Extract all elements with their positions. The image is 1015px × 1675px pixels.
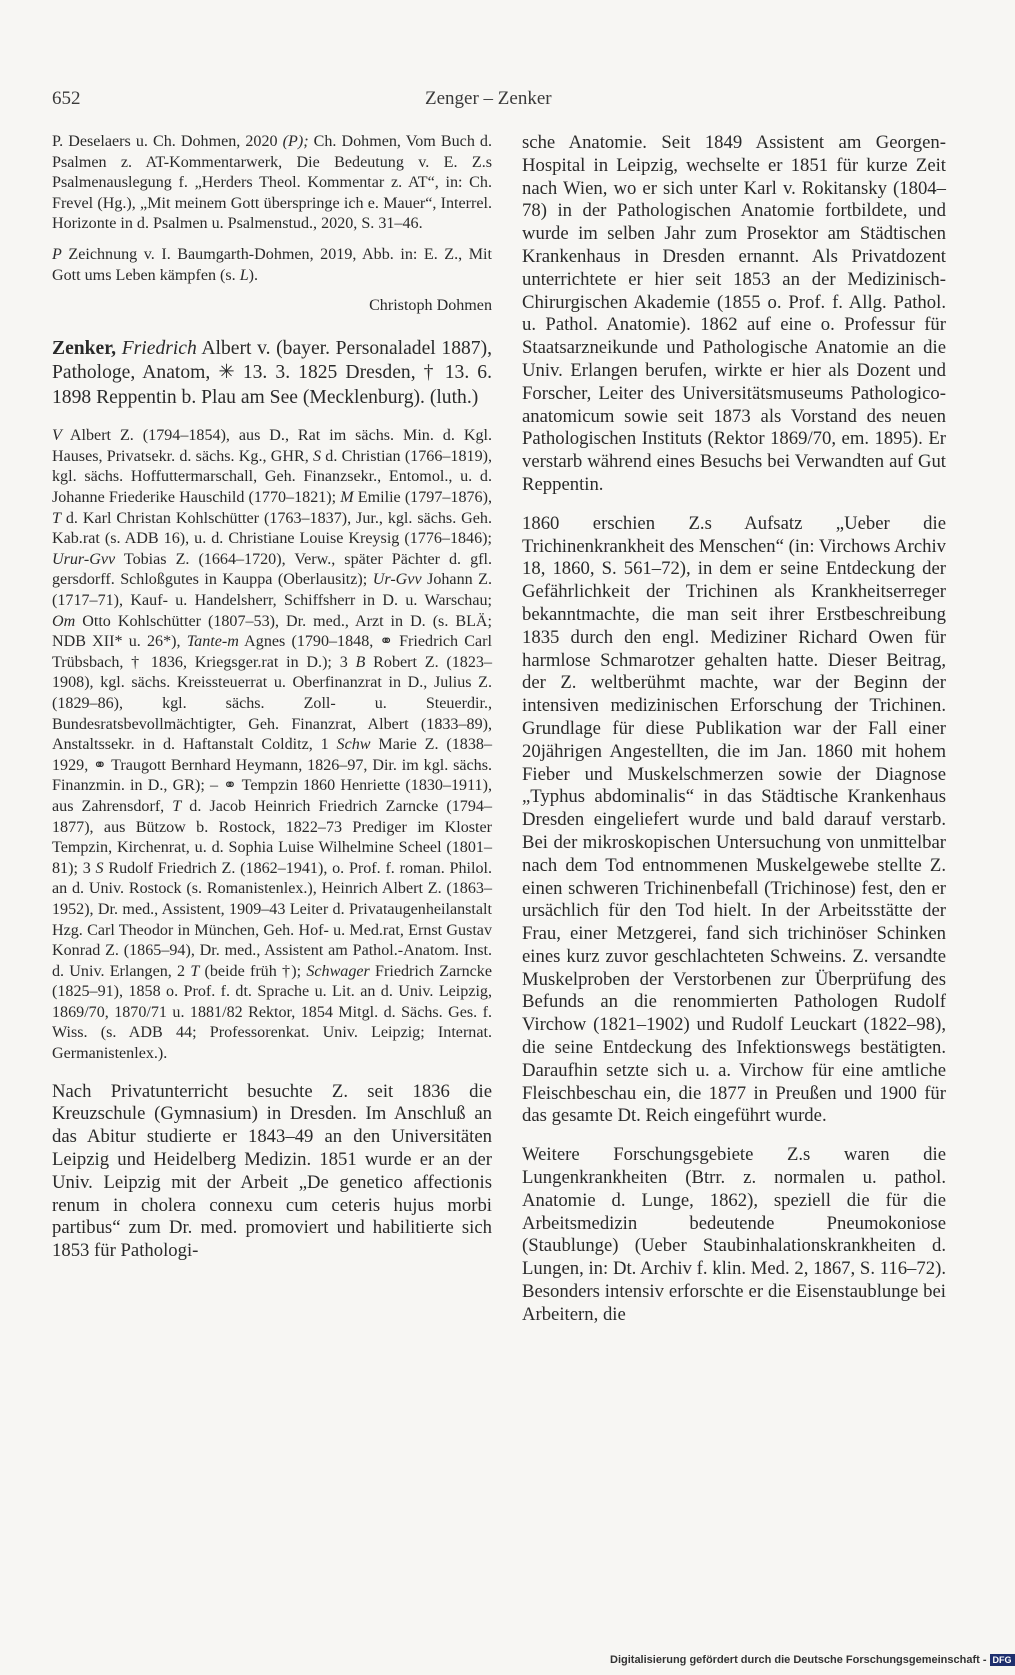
page-number: 652 <box>52 88 81 109</box>
gen-abbrev: Urur-Gvv <box>52 550 116 568</box>
gen-abbrev: Ur-Gvv <box>372 571 422 589</box>
gen-text: Emilie (1797–1876), <box>353 489 492 507</box>
gen-text: Marie Z. (1838–1929, ⚭ Traugott Bernhard Heymann, 1826–97, Dir. im kgl. sächs. Finanzmin. in D., GR); – ⚭ Tempzin 1860 Henriette (1830–1911), aus Zahrensdorf, <box>52 736 492 815</box>
biography-paragraph: Weitere Forschungsgebiete Z.s waren die Lungenkrankheiten (Btrr. z. normalen u. pathol. Anatomie d. Lunge, 1862), speziell die für die Arbeitsmedizin bedeutende Pneumokoniose (Staublunge) (Ueber Staubinhalationskrankheiten d. Lungen, in: Dt. Archiv f. klin. Med. 2, 1867, S. 116–72). Besonders intensiv erforschte er die Eisenstaublunge bei Arbeitern, die <box>522 1144 946 1325</box>
entry-surname: Zenker, <box>52 337 117 359</box>
gen-abbrev: T <box>190 962 200 980</box>
gen-abbrev: Schwager <box>306 962 370 980</box>
gen-text: d. Christian (1766–1819), kgl. sächs. Hoffuttermarschall, Geh. Finanzsekr., Entomol., u. d. Johanne Friederike Hauschild (1770–1821); <box>52 447 492 507</box>
gen-text: Albert Z. (1794–1854), aus D., Rat im sächs. Min. d. Kgl. Hauses, Privatsekr. d. sächs. Kg., GHR, <box>52 427 492 465</box>
gen-abbrev: M <box>340 489 354 507</box>
entry-heading <box>52 337 492 411</box>
gen-abbrev: T <box>52 509 61 527</box>
gen-text: Johann Z. (1717–71), Kauf- u. Handelsherr, Schiffsherr in D. u. Warschau; <box>52 571 493 609</box>
portrait-label: P <box>52 245 62 263</box>
gen-abbrev: T <box>172 797 182 815</box>
gen-text: d. Karl Christan Kohlschütter (1763–1837), Jur., kgl. sächs. Geh. Kab.rat (s. ADB 16), u. d. Christiane Louise Kreysig (1776–1846); <box>52 509 492 548</box>
gen-text: Rudolf Friedrich Z. (1862–1941), o. Prof. f. roman. Philol. an d. Univ. Rostock (s. Romanistenlex.), Heinrich Albert Z. (1863–1952), Dr. med., Assistent, 1909–43 Leiter d. Privataugenheilanstalt Hzg. Carl Theodor in München, Geh. Hof- u. Med.rat, Ernst Gustav Konrad Z. (1865–94), Dr. med., Assistent am Pathol.-Anatom. Inst. d. Univ. Erlangen, 2 <box>52 859 492 980</box>
gen-abbrev: S <box>313 447 322 465</box>
portrait-text: Zeichnung v. I. Baumgarth-Dohmen, 2019, Abb. in: E. Z., Mit Gott ums Leben kämpfen (s. <box>52 245 492 284</box>
right-column <box>522 132 946 1327</box>
gen-text: (beide früh †); <box>199 962 307 980</box>
literature-entry <box>52 132 492 235</box>
gen-text: Friedrich Zarncke (1825–91), 1858 o. Prof. f. dt. Sprache u. Lit. an d. Univ. Leipzig, 1869/70, 1870/71 u. 1881/82 Rektor, 1854 Mitgl. d. Sächs. Ges. f. Wiss. (s. ADB 44; Professorenkat. Univ. Leipzig; Internat. Germanistenlex.). <box>52 962 492 1063</box>
footer-text: Digitalisierung gefördert durch die Deutsche Forschungsgemeinschaft - <box>610 1654 987 1666</box>
gen-text: Tobias Z. (1664–1720), Verw., später Pächter d. gfl. gersdorff. Schloßgutes in Kauppa (Oberlausitz); <box>52 550 492 589</box>
entry-heading-text: Albert v. (bayer. Personaladel 1887), Pathologe, Anatom, ✳ 13. 3. 1825 Dresden, † 13. 6. 1898 Reppentin b. Plau am See (Mecklenburg). (luth.) <box>52 337 493 408</box>
genealogy <box>52 426 492 1064</box>
portrait-text-end: ). <box>248 266 259 284</box>
gen-text: d. Jacob Heinrich Friedrich Zarncke (1794–1877), aus Bützow b. Rostock, 1822–73 Prediger im Kloster Tempzin, Kirchenrat, u. d. Sophia Luise Wilhelmine Scheel (1801–81); 3 <box>52 797 492 877</box>
biography-paragraph: 1860 erschien Z.s Aufsatz „Ueber die Trichinenkrankheit des Menschen“ (in: Virchows Archiv 18, 1860, S. 561–72), in dem er seine Entdeckung der Gefährlichkeit der Trichinen als Krankheitserreger bekanntmachte, die man seit ihrer Erstbeschreibung 1835 durch den engl. Mediziner Richard Owen für harmlose Schmarotzer gehalten hatte. Dieser Beitrag, der Z. weltberühmt machte, war der Beginn der intensiven medizinischen Erforschung der Trichinen. Grundlage für diese Publikation war der Fall einer 20jährigen Angestellten, die im Jan. 1860 mit hohem Fieber und Muskelschmerzen sowie der Diagnose „Typhus abdominalis“ in das Städtische Krankenhaus Dresden eingeliefert wurde und bald darauf verstarb. Bei der mikroskopischen Untersuchung von unmittelbar nach dem Tod entnommenen Muskelgewebe stellte Z. einen schweren Trichinenbefall (Trichinose) fest, den er ursächlich für den Tod hielt. In der Arbeitsstätte der Frau, einer Metzgerei, fand sich trichinöser Schinken eines kurz zuvor geschlachteten Schweins. Z. versandte Muskelproben der Verstorbenen zur Überprüfung des Befunds an die renommierten Pathologen Rudolf Virchow (1821–1902) und Rudolf Leuckart (1822–98), die seine Entdeckung des Infektionswegs bestätigten. Daraufhin setzte sich u. a. Virchow für eine amtliche Fleischbeschau ein, die 1877 in Preußen und 1900 für das gesamte Dt. Reich eingeführt wurde. <box>522 512 946 1127</box>
portrait-note <box>52 245 492 286</box>
portrait-ref: L <box>239 266 249 284</box>
biography-paragraph: sche Anatomie. Seit 1849 Assistent am Georgen-Hospital in Leipzig, wechselte er 1851 für kurze Zeit nach Wien, wo er sich unter Karl v. Rokitansky (1804–78) in der Pathologischen Anatomie fortbildete, und wurde im selben Jahr zum Prosektor am Städtischen Krankenhaus in Dresden ernannt. Als Privatdozent unterrichtete er hier seit 1853 an der Medizinisch-Chirurgischen Akademie (1855 o. Prof. f. Allg. Pathol. u. Pathol. Anatomie). 1862 auf eine o. Professur für Staatsarzneikunde und Pathologische Anatomie an die Univ. Erlangen berufen, wirkte er hier als Dozent und Forscher, Leiter des Universitätsmuseums Pathologico-anatomicum sowie seit 1873 als Vorstand des neuen Pathologischen Instituts (Rektor 1869/70, em. 1895). Er verstarb während eines Besuchs bei Verwandten auf Gut Reppentin. <box>522 132 946 495</box>
dfg-logo: DFG <box>990 1654 1015 1666</box>
gen-text: Otto Kohlschütter (1807–53), Dr. med., Arzt in D. (s. BLÄ; NDB XII* u. 26*), <box>52 612 492 651</box>
gen-abbrev: V <box>52 427 62 445</box>
gen-abbrev: Om <box>52 612 76 630</box>
lit-text: P. Deselaers u. Ch. Dohmen, 2020 <box>52 133 278 150</box>
author-signature: Christoph Dohmen <box>369 297 492 315</box>
left-column <box>52 132 492 1263</box>
gen-abbrev: S <box>95 859 104 877</box>
gen-text: Agnes (1790–1848, ⚭ Friedrich Carl Trübsbach, † 1836, Kriegsger.rat in D.); 3 <box>52 633 492 671</box>
biography-paragraph: Nach Privatunterricht besuchte Z. seit 1836 die Kreuzschule (Gymnasium) in Dresden. Im Anschluß an das Abitur studierte er 1843–49 an den Universitäten Leipzig und Heidelberg Medizin. 1851 wurde er an der Univ. Leipzig mit der Arbeit „De genetico affectionis renum in cholera connexu cum ceteris hujus morbi partibus“ zum Dr. med. promoviert und habilitierte sich 1853 für Pathologi- <box>52 1080 492 1262</box>
running-title: Zenger – Zenker <box>425 88 552 109</box>
gen-abbrev: B <box>355 653 366 671</box>
gen-text: Robert Z. (1823–1908), kgl. sächs. Kreissteuerrat u. Oberfinanzrat in D., Julius Z. (1829–86), kgl. sächs. Zoll- u. Steuerdir., Bundesratsbevollmächtigter, Geh. Finanzrat, Albert (1833–89), Anstaltssekr. in d. Haftanstalt Colditz, 1 <box>52 653 492 754</box>
gen-abbrev: Schw <box>336 736 371 754</box>
lit-abbrev: (P); <box>277 133 309 150</box>
digitization-footer <box>610 1654 1012 1672</box>
entry-firstname: Friedrich <box>116 337 197 359</box>
gen-abbrev: Tante-m <box>186 633 239 651</box>
lit-text: Ch. Dohmen, Vom Buch d. Psalmen z. AT-Kommentarwerk, Die Bedeutung v. E. Z.s Psalmenauslegung f. „Herders Theol. Kommentar z. AT“, in: Ch. Frevel (Hg.), „Mit meinem Gott überspringe ich e. Mauer“, Interrel. Horizonte in d. Psalmen u. Psalmenstud., 2020, S. 31–46. <box>52 133 493 233</box>
